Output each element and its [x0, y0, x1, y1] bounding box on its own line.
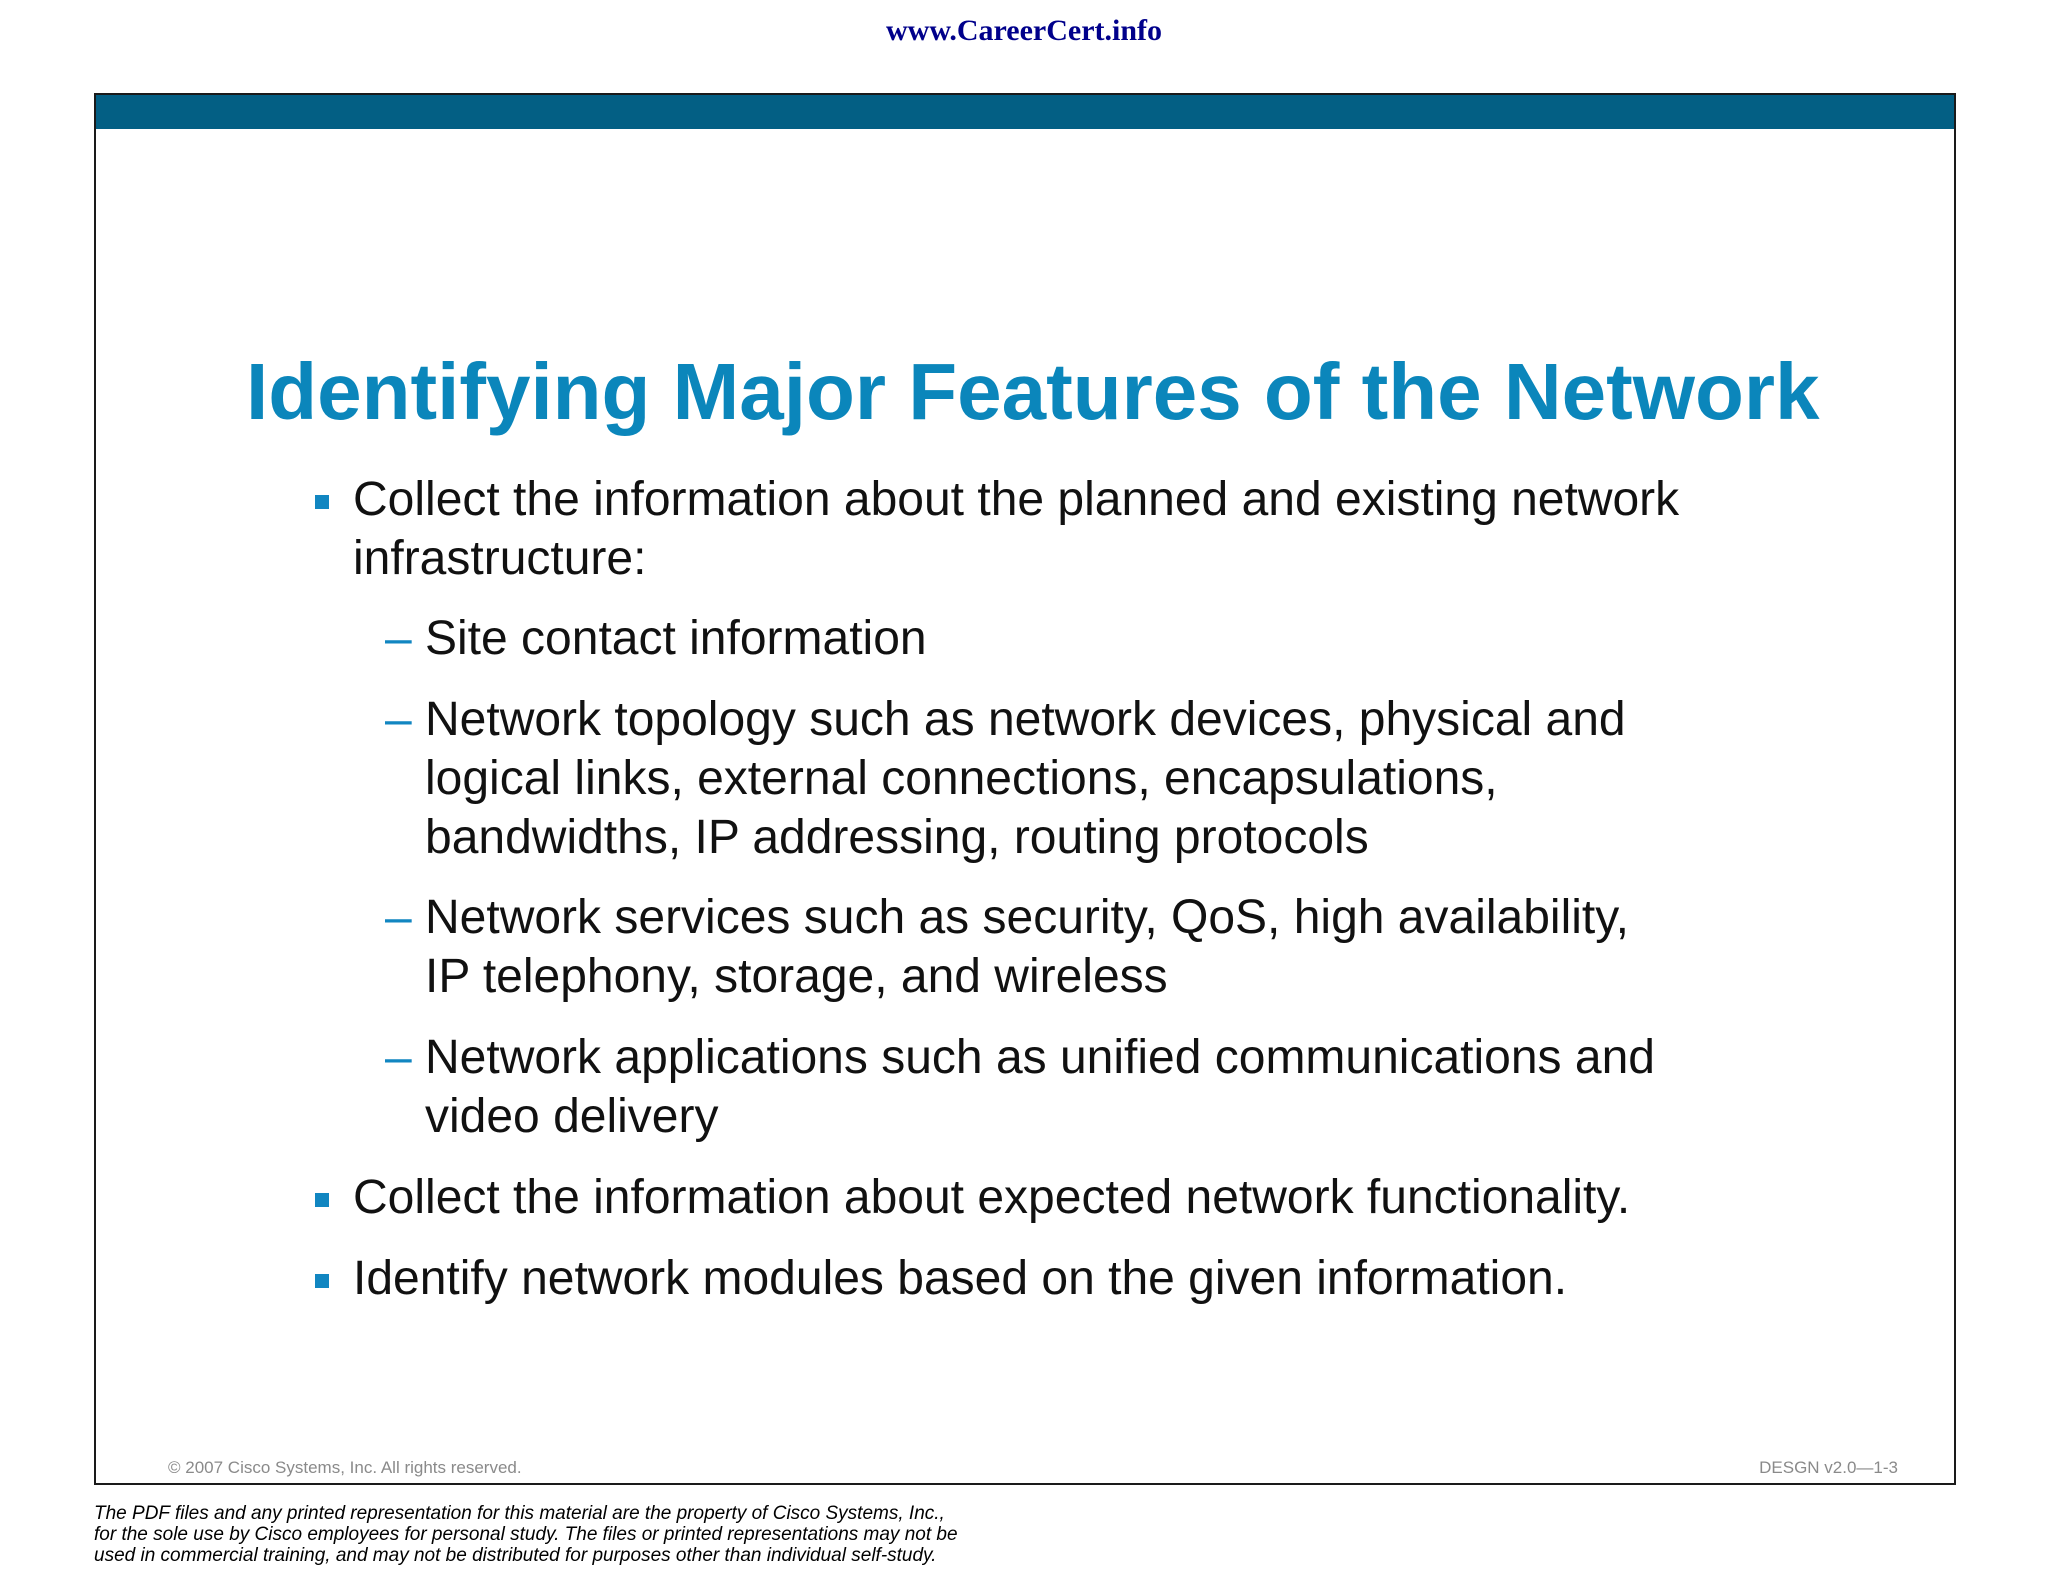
dash-bullet-icon: – — [385, 612, 412, 665]
disclaimer-line: The PDF files and any printed representation for this material are the property of Cisco Systems, Inc., — [94, 1503, 945, 1524]
bullet-line: Identify network modules based on the given information. — [353, 1252, 1568, 1305]
bullet-line: Collect the information about expected network functionality. — [353, 1171, 1631, 1224]
course-code: DESGN v2.0—1-3 — [1759, 1458, 1898, 1477]
sub-bullet-item — [385, 609, 927, 668]
bullet-item — [315, 470, 1679, 588]
square-bullet-icon — [315, 1193, 329, 1207]
bullet-text — [353, 470, 1679, 588]
bullet-item — [315, 1168, 1630, 1227]
slide-title: Identifying Major Features of the Network — [246, 347, 1820, 436]
sub-bullet-text — [425, 888, 1629, 1006]
site-url[interactable]: www.CareerCert.info — [885, 14, 1163, 47]
slide — [94, 93, 1956, 1485]
bullet-line: Site contact information — [425, 612, 927, 665]
bullet-line: video delivery — [425, 1090, 719, 1143]
bullet-line: Network services such as security, QoS, high availability, — [425, 891, 1630, 944]
sub-bullet-item — [385, 690, 1626, 867]
sub-bullet-item — [385, 888, 1629, 1006]
bullet-line: Collect the information about the planned and existing network — [353, 473, 1680, 526]
square-bullet-icon — [315, 495, 329, 509]
sub-bullet-text — [425, 690, 1626, 867]
bullet-text — [353, 1249, 1567, 1308]
copyright-text: © 2007 Cisco Systems, Inc. All rights reserved. — [168, 1458, 522, 1477]
slide-top-bar — [96, 95, 1954, 129]
sub-bullet-text — [425, 609, 927, 668]
dash-bullet-icon: – — [385, 693, 412, 746]
dash-bullet-icon: – — [385, 1031, 412, 1084]
bullet-text — [353, 1168, 1630, 1227]
bullet-line: logical links, external connections, encapsulations, — [425, 752, 1498, 805]
disclaimer-line: for the sole use by Cisco employees for personal study. The files or printed representations may not be — [94, 1524, 958, 1545]
dash-bullet-icon: – — [385, 891, 412, 944]
bullet-line: Network applications such as unified communications and — [425, 1031, 1655, 1084]
disclaimer — [94, 1503, 1194, 1566]
disclaimer-line: used in commercial training, and may not be distributed for purposes other than individual self-study. — [94, 1545, 937, 1566]
bullet-line: bandwidths, IP addressing, routing protocols — [425, 811, 1369, 864]
sub-bullet-item — [385, 1028, 1655, 1146]
sub-bullet-text — [425, 1028, 1655, 1146]
bullet-line: IP telephony, storage, and wireless — [425, 950, 1168, 1003]
bullet-item — [315, 1249, 1567, 1308]
bullet-line: Network topology such as network devices, physical and — [425, 693, 1626, 746]
bullet-line: infrastructure: — [353, 532, 647, 585]
square-bullet-icon — [315, 1274, 329, 1288]
